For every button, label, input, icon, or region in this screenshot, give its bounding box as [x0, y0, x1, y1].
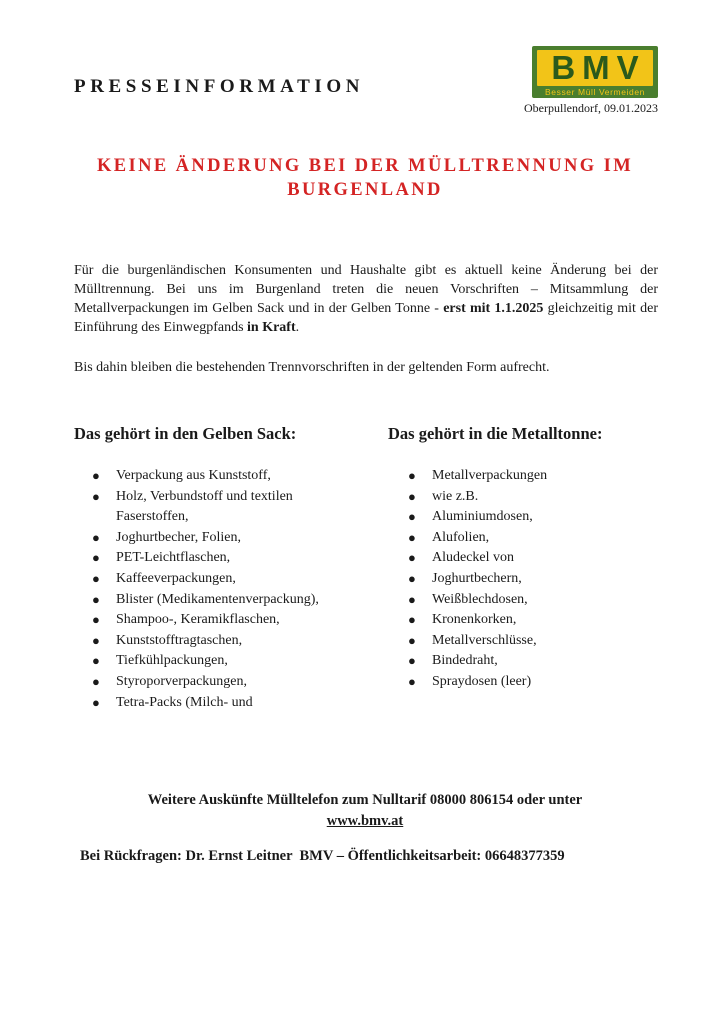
list-item: [92, 672, 362, 693]
bullet-icon: ●: [92, 468, 100, 483]
press-heading: PRESSEINFORMATION: [74, 76, 365, 97]
bullet-icon: ●: [92, 632, 100, 648]
list-item-text: Metallverschlüsse,: [432, 632, 537, 648]
bullet-icon: ●: [92, 612, 100, 628]
list-item-text: Kronenkorken,: [432, 612, 517, 628]
list-item: [92, 466, 362, 487]
list-item: [92, 528, 362, 549]
list-item: [92, 590, 362, 611]
intro-bold-date: erst mit 1.1.2025: [443, 301, 544, 316]
bullet-icon: ●: [408, 509, 416, 525]
list-item-text: Kunststofftragtaschen,: [116, 632, 243, 648]
note-paragraph: Bis dahin bleiben die bestehenden Trennvorschriften in der geltenden Form aufrecht.: [74, 360, 550, 375]
place-date: Oberpullendorf, 09.01.2023: [524, 101, 658, 115]
list-item-text: Spraydosen (leer): [432, 673, 532, 689]
list-item: [92, 610, 362, 631]
bullet-icon: ●: [92, 653, 100, 669]
list-item: [408, 528, 658, 549]
info-text: Weitere Auskünfte Mülltelefon zum Nulltarif 08000 806154 oder unter: [147, 792, 583, 808]
list-item-text: Kaffeeverpackungen,: [116, 570, 236, 586]
list-item-text: Aluminiumdosen,: [432, 509, 533, 525]
bullet-icon: ●: [92, 570, 100, 586]
gelber-sack-heading: Das gehört in den Gelben Sack:: [74, 424, 297, 443]
list-item-text: Metallverpackungen: [432, 468, 548, 483]
list-item: [408, 590, 658, 611]
bullet-icon: ●: [92, 694, 100, 710]
list-item: [408, 569, 658, 590]
list-item: [92, 693, 362, 714]
bullet-icon: ●: [408, 529, 416, 545]
info-line: [70, 790, 660, 832]
bullet-icon: ●: [408, 550, 416, 566]
bullet-icon: ●: [408, 632, 416, 648]
list-item: [408, 610, 658, 631]
list-item: [408, 487, 658, 508]
list-item-text: Alufolien,: [432, 529, 490, 545]
logo-letters: BMV: [551, 49, 646, 86]
bullet-icon: ●: [408, 673, 416, 689]
list-item-text: Joghurtbecher, Folien,: [116, 529, 242, 545]
contact-line: Bei Rückfragen: Dr. Ernst Leitner BMV – Öffentlichkeitsarbeit: 06648377359: [80, 848, 565, 864]
bmv-logo: [532, 46, 658, 98]
logo-yellow-panel: [537, 50, 653, 86]
metalltonne-heading: Das gehört in die Metalltonne:: [388, 424, 603, 443]
bullet-icon: ●: [92, 550, 100, 566]
bullet-icon: ●: [408, 612, 416, 628]
list-item: [92, 548, 362, 569]
list-item: [408, 507, 658, 528]
bullet-icon: ●: [92, 673, 100, 689]
bullet-icon: ●: [92, 529, 100, 545]
bullet-icon: ●: [408, 488, 416, 504]
document-title: KEINE ÄNDERUNG BEI DER MÜLLTRENNUNG IM BURGENLAND: [96, 156, 634, 200]
list-item: [408, 466, 658, 487]
list-item-text: Tiefkühlpackungen,: [116, 653, 228, 669]
list-item: [92, 631, 362, 652]
metalltonne-list: [408, 466, 658, 693]
intro-bold-kraft: in Kraft: [247, 320, 296, 335]
list-item: [408, 548, 658, 569]
list-item-text: Bindedraht,: [432, 653, 498, 669]
list-item: [408, 672, 658, 693]
list-item-text: Blister (Medikamentenverpackung),: [116, 591, 319, 607]
gelber-sack-list: [92, 466, 362, 713]
list-item-text: Aludeckel von: [432, 550, 515, 566]
list-item-text: PET-Leichtflaschen,: [116, 550, 231, 566]
list-item-text: Shampoo-, Keramikflaschen,: [116, 612, 280, 628]
list-item-text: Tetra-Packs (Milch- und: [116, 694, 253, 710]
bullet-icon: ●: [408, 570, 416, 586]
list-item-text: Joghurtbechern,: [432, 570, 522, 586]
intro-paragraph: [74, 261, 658, 337]
bullet-icon: ●: [92, 591, 100, 607]
intro-text-2: gleichzeitig mit der Einführung des Einwegpfands: [74, 301, 658, 335]
bullet-icon: ●: [408, 468, 416, 483]
bullet-icon: ●: [408, 653, 416, 669]
list-item-text: Styroporverpackungen,: [116, 673, 248, 689]
list-item-text: Weißblechdosen,: [432, 591, 528, 607]
list-item: [92, 487, 362, 528]
bullet-icon: ●: [92, 488, 100, 504]
list-item-text: wie z.B.: [432, 488, 479, 504]
list-item: [408, 651, 658, 672]
logo-slogan: Besser Müll Vermeiden: [545, 87, 645, 97]
list-item-text: Verpackung aus Kunststoff,: [116, 468, 271, 483]
intro-text-1: Für die burgenländischen Konsumenten und Haushalte gibt es aktuell keine Änderung bei der Mülltrennung. Bei uns im Burgenland treten die neuen Vorschriften – Mitsammlung der Metallverpackungen im Gelben Sack und in der Gelben Tonne -: [74, 263, 658, 316]
website-link[interactable]: www.bmv.at: [326, 813, 404, 829]
list-item-text: Holz, Verbundstoff und textilen Faserstoffen,: [116, 488, 293, 525]
list-item: [408, 631, 658, 652]
list-item: [92, 569, 362, 590]
intro-text-3: .: [295, 320, 300, 335]
bullet-icon: ●: [408, 591, 416, 607]
list-item: [92, 651, 362, 672]
